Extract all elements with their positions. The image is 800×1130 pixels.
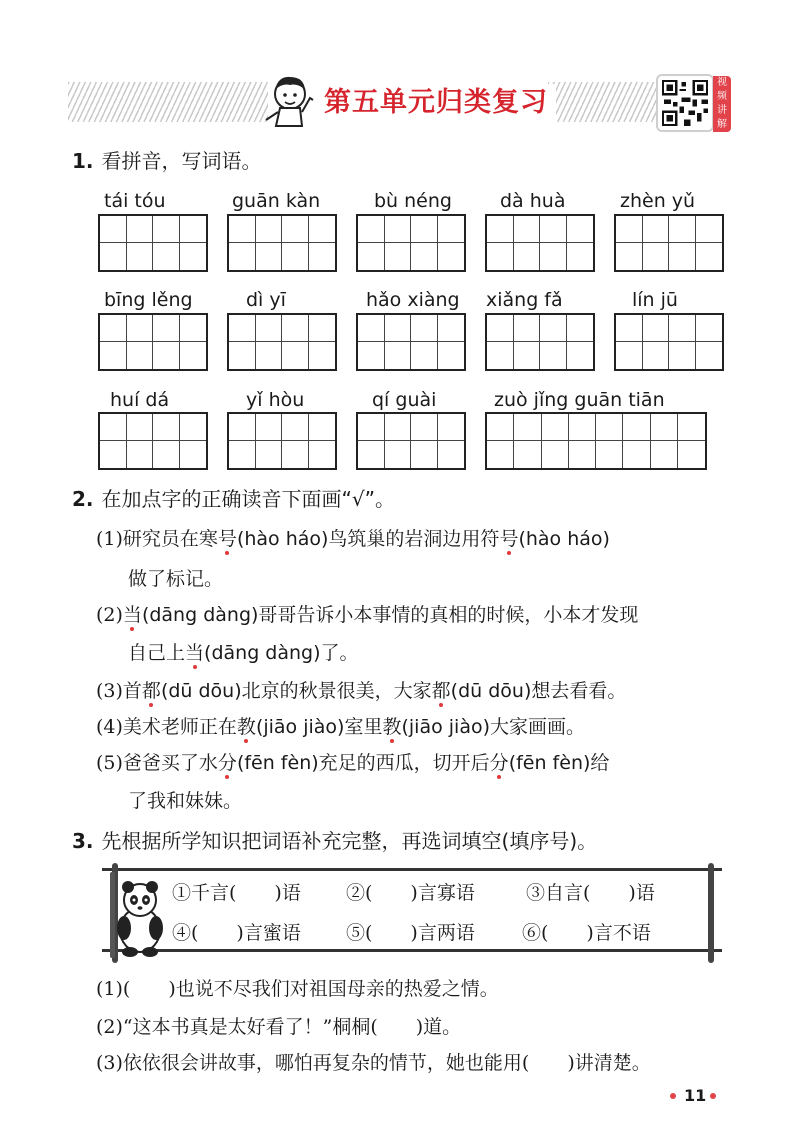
writing-grid[interactable] bbox=[356, 412, 466, 470]
pinyin-label: huí dá bbox=[110, 389, 170, 411]
boy-mascot-icon bbox=[258, 68, 318, 130]
pinyin-label: yǐ hòu bbox=[246, 389, 305, 411]
dotted-char: 当 bbox=[185, 642, 205, 664]
writing-grid[interactable] bbox=[98, 313, 208, 371]
question-3-heading bbox=[72, 828, 597, 854]
qr-code-icon[interactable] bbox=[656, 74, 714, 132]
dotted-char: 号 bbox=[217, 528, 237, 550]
header-hatch-left bbox=[68, 82, 268, 122]
idiom-item[interactable]: ②( )言寡语 bbox=[346, 882, 475, 904]
pinyin-options[interactable]: (jiāo jiào) bbox=[401, 716, 490, 738]
pinyin-options[interactable]: (jiāo jiào) bbox=[255, 716, 345, 738]
question-number: 1. bbox=[72, 149, 94, 173]
fill-blank-item[interactable]: (3)依依很会讲故事，哪怕再复杂的情节，她也能用( )讲清楚。 bbox=[96, 1052, 651, 1074]
dotted-char: 教 bbox=[236, 716, 256, 738]
writing-grid[interactable] bbox=[356, 313, 466, 371]
dotted-char: 分 bbox=[217, 752, 237, 774]
pinyin-options[interactable]: (hào háo) bbox=[236, 528, 329, 550]
pinyin-label: xiǎng fǎ bbox=[486, 289, 563, 311]
reading-item-5-cont: 了我和妹妹。 bbox=[128, 790, 243, 812]
reading-item-3: (3)首都(dū dōu)北京的秋景很美，大家都(dū dōu)想去看看。 bbox=[96, 680, 627, 702]
writing-grid[interactable] bbox=[98, 412, 208, 470]
unit-title: 第五单元归类复习 bbox=[316, 84, 556, 122]
reading-item-2-cont: 自己上当(dāng dàng)了。 bbox=[128, 642, 359, 664]
bamboo-post bbox=[708, 863, 714, 963]
idiom-item[interactable]: ⑤( )言两语 bbox=[346, 922, 475, 944]
question-title: 在加点字的正确读音下面画“√”。 bbox=[101, 487, 395, 511]
pinyin-label: hǎo xiàng bbox=[366, 289, 460, 311]
idiom-item[interactable]: ⑥( )言不语 bbox=[522, 922, 651, 944]
pinyin-label: tái tóu bbox=[104, 190, 166, 212]
pinyin-options[interactable]: (dū dōu) bbox=[160, 680, 242, 702]
pinyin-label: zuò jǐng guān tiān bbox=[494, 389, 665, 411]
page-dot-icon bbox=[710, 1093, 716, 1099]
writing-grid-wide[interactable] bbox=[485, 412, 707, 470]
idiom-item[interactable]: ①千言( )语 bbox=[172, 882, 301, 904]
question-number: 3. bbox=[72, 829, 94, 853]
pinyin-label: zhèn yǔ bbox=[620, 190, 696, 212]
reading-item-2: (2)当(dāng dàng)哥哥告诉小本事情的真相的时候，小本才发现 bbox=[96, 604, 639, 626]
dotted-char: 都 bbox=[431, 680, 451, 702]
page-dot-icon bbox=[670, 1093, 676, 1099]
writing-grid[interactable] bbox=[485, 214, 595, 272]
question-title: 看拼音，写词语。 bbox=[101, 149, 262, 173]
idiom-item[interactable]: ④( )言蜜语 bbox=[172, 922, 301, 944]
pinyin-options[interactable]: (hào háo) bbox=[518, 528, 610, 550]
dotted-char: 分 bbox=[489, 752, 509, 774]
video-explain-tag[interactable]: 视频讲解 bbox=[713, 76, 731, 132]
pinyin-label: qí guài bbox=[372, 389, 437, 411]
question-title: 先根据所学知识把词语补充完整，再选词填空(填序号)。 bbox=[101, 829, 598, 853]
pinyin-label: dà huà bbox=[500, 190, 566, 212]
pinyin-options[interactable]: (fēn fèn) bbox=[508, 752, 591, 774]
pinyin-label: bù néng bbox=[374, 190, 452, 212]
pinyin-options[interactable]: (dū dōu) bbox=[450, 680, 532, 702]
writing-grid[interactable] bbox=[614, 214, 724, 272]
dotted-char: 号 bbox=[499, 528, 519, 550]
pinyin-options[interactable]: (fēn fèn) bbox=[236, 752, 319, 774]
question-2-heading bbox=[72, 486, 395, 512]
fill-blank-item[interactable]: (1)( )也说不尽我们对祖国母亲的热爱之情。 bbox=[96, 978, 499, 1000]
writing-grid[interactable] bbox=[614, 313, 724, 371]
reading-item-1-cont: 做了标记。 bbox=[128, 568, 224, 590]
reading-item-1: (1)研究员在寒号(hào háo)鸟筑巢的岩洞边用符号(hào háo) bbox=[96, 528, 610, 550]
page-number: 11 bbox=[684, 1086, 707, 1105]
dotted-char: 当 bbox=[122, 604, 142, 626]
idiom-item[interactable]: ③自言( )语 bbox=[526, 882, 655, 904]
pinyin-options[interactable]: (dāng dàng) bbox=[204, 642, 321, 664]
dotted-char: 都 bbox=[141, 680, 161, 702]
pinyin-label: guān kàn bbox=[232, 190, 321, 212]
dotted-char: 教 bbox=[382, 716, 402, 738]
header-hatch-right bbox=[548, 82, 658, 122]
question-1-heading bbox=[72, 148, 262, 174]
writing-grid[interactable] bbox=[227, 412, 337, 470]
writing-grid[interactable] bbox=[227, 214, 337, 272]
pinyin-label: dì yī bbox=[246, 289, 286, 311]
question-number: 2. bbox=[72, 487, 94, 511]
pinyin-label: bīng lěng bbox=[104, 289, 193, 311]
writing-grid[interactable] bbox=[485, 313, 595, 371]
reading-item-5: (5)爸爸买了水分(fēn fèn)充足的西瓜，切开后分(fēn fèn)给 bbox=[96, 752, 610, 774]
reading-item-4: (4)美术老师正在教(jiāo jiào)室里教(jiāo jiào)大家画画。 bbox=[96, 716, 586, 738]
pinyin-label: lín jū bbox=[632, 289, 678, 311]
writing-grid[interactable] bbox=[356, 214, 466, 272]
writing-grid[interactable] bbox=[227, 313, 337, 371]
fill-blank-item[interactable]: (2)“这本书真是太好看了！”桐桐( )道。 bbox=[96, 1016, 462, 1038]
writing-grid[interactable] bbox=[98, 214, 208, 272]
pinyin-options[interactable]: (dāng dàng) bbox=[141, 604, 259, 626]
panda-icon bbox=[104, 872, 168, 958]
